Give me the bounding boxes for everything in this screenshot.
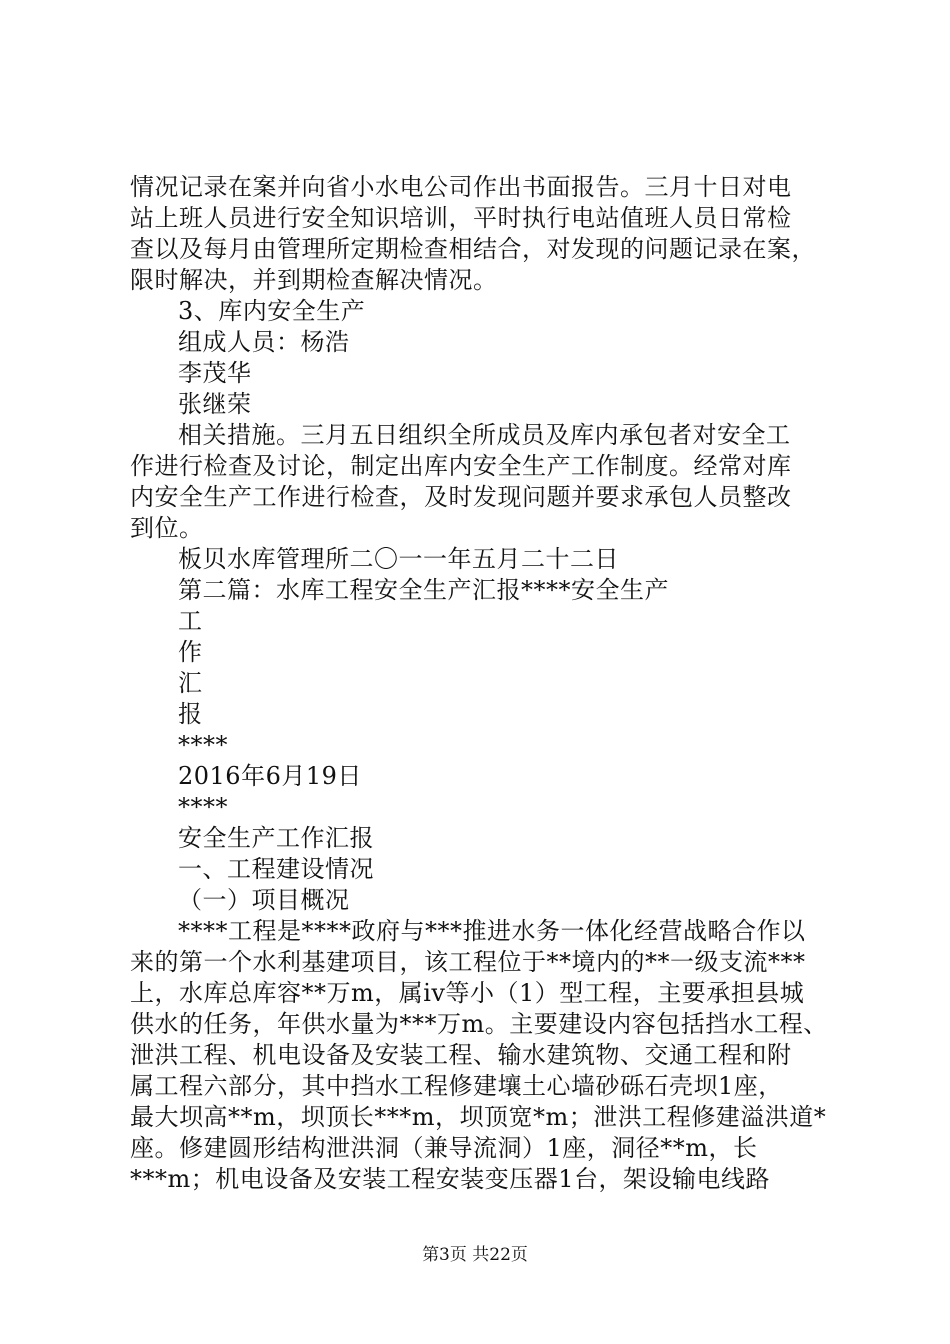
text-line: 泄洪工程、机电设备及安装工程、输水建筑物、交通工程和附 — [130, 1041, 792, 1069]
text-line: 张继荣 — [178, 390, 252, 418]
document-body — [130, 172, 845, 1195]
text-line: 安全生产工作汇报 — [178, 824, 374, 852]
text-line: 内安全生产工作进行检查，及时发现问题并要求承包人员整改 — [130, 483, 792, 511]
text-line: 第二篇：水库工程安全生产汇报****安全生产 — [178, 576, 669, 604]
text-line: 查以及每月由管理所定期检查相结合，对发现的问题记录在案， — [130, 235, 816, 263]
page-footer: 第3页 共22页 — [422, 1245, 528, 1265]
text-line: 3、库内安全生产 — [178, 297, 366, 325]
text-line: 情况记录在案并向省小水电公司作出书面报告。三月十日对电 — [130, 173, 792, 201]
text-line: **** — [178, 793, 228, 821]
text-line: 最大坝高**m，坝顶长***m，坝顶宽*m；泄洪工程修建溢洪道* — [130, 1103, 827, 1131]
text-line: 作进行检查及讨论，制定出库内安全生产工作制度。经常对库 — [130, 452, 792, 480]
text-line: 上，水库总库容**万m，属iv等小（1）型工程，主要承担县城 — [130, 979, 805, 1007]
text-line: 李茂华 — [178, 359, 252, 387]
text-line: ****工程是****政府与***推进水务一体化经营战略合作以 — [178, 917, 806, 945]
text-line: 组成人员：杨浩 — [178, 328, 350, 356]
text-line: 属工程六部分，其中挡水工程修建壤土心墙砂砾石壳坝1座， — [130, 1072, 783, 1100]
text-line: 相关措施。三月五日组织全所成员及库内承包者对安全工 — [178, 421, 791, 449]
text-line: 报 — [178, 700, 203, 728]
text-line: 一、工程建设情况 — [178, 855, 374, 883]
text-line: 来的第一个水利基建项目，该工程位于**境内的**一级支流*** — [130, 948, 806, 976]
text-line: 限时解决，并到期检查解决情况。 — [130, 266, 498, 294]
text-line: 汇 — [178, 669, 203, 697]
text-line: （一）项目概况 — [178, 886, 350, 914]
text-line: 工 — [178, 607, 203, 635]
text-line: 供水的任务，年供水量为***万m。主要建设内容包括挡水工程、 — [130, 1010, 828, 1038]
text-line: 座。修建圆形结构泄洪洞（兼导流洞）1座，洞径**m，长 — [130, 1134, 758, 1162]
text-line: **** — [178, 731, 228, 759]
text-line: 板贝水库管理所二〇一一年五月二十二日 — [178, 545, 619, 573]
text-line: 作 — [178, 638, 203, 666]
text-line: ***m；机电设备及安装工程安装变压器1台，架设输电线路 — [130, 1165, 771, 1193]
text-line: 到位。 — [130, 514, 204, 542]
text-line: 站上班人员进行安全知识培训，平时执行电站值班人员日常检 — [130, 204, 792, 232]
text-line: 2016年6月19日 — [178, 762, 362, 790]
